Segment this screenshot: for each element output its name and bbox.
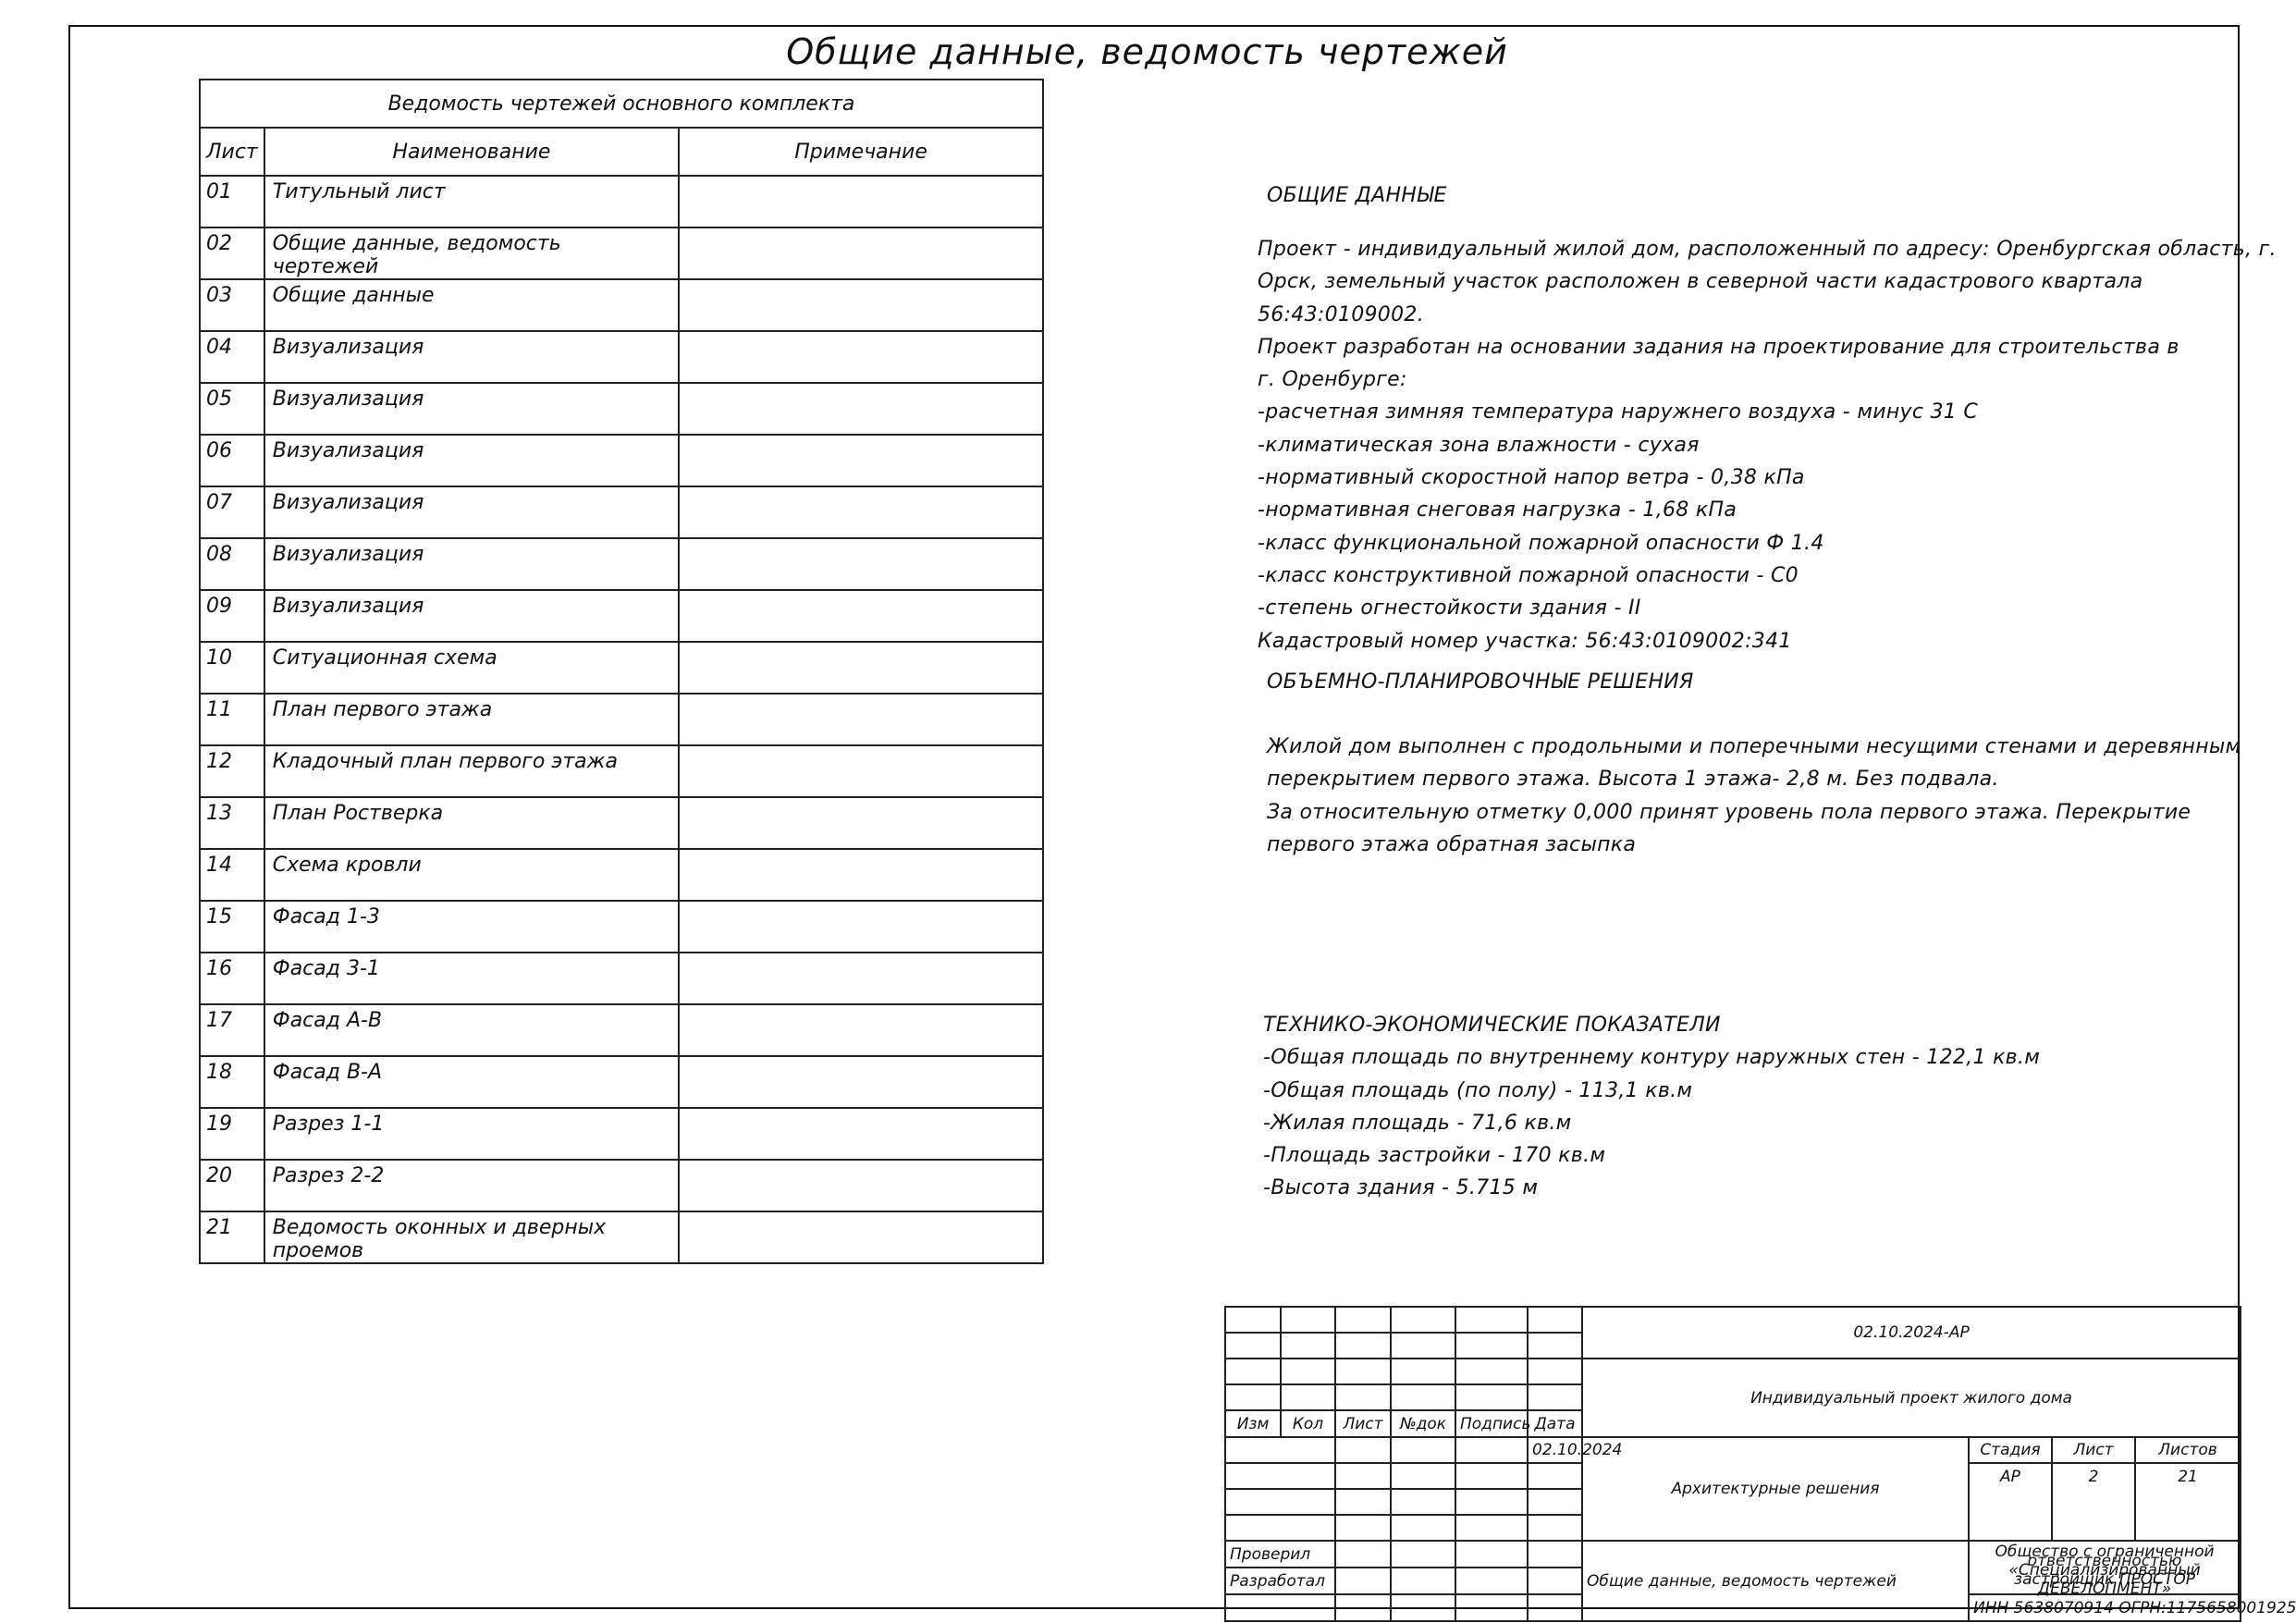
table-row [200, 745, 1043, 797]
doc-code: 02.10.2024-АР [1582, 1307, 2241, 1359]
organization-name: Общество с ограниченной ответственностью «Специализированный застройщик ПРОСТОР ДЕВЕЛОПМЕНТ» [1969, 1541, 2241, 1594]
table-row [200, 953, 1043, 1004]
table-row [200, 1108, 1043, 1160]
general-data-line: -нормативный скоростной напор ветра - 0,38 кПа [1258, 466, 1805, 490]
sheet-name-cell: Визуализация [264, 538, 679, 590]
general-data-line: -расчетная зимняя температура наружнего воздуха - минус 31 С [1258, 400, 1979, 424]
note-cell [679, 435, 1043, 486]
drawings-list-table [199, 79, 1044, 1264]
sheet-number: 11 [200, 694, 264, 745]
sheet-number: 14 [200, 849, 264, 901]
sheet-number: 07 [200, 486, 264, 538]
sheet-number: 17 [200, 1004, 264, 1056]
sheet-name: Общие данные, ведомость чертежей [1582, 1541, 1969, 1621]
general-data-line: Проект разработан на основании задания на проектирование для строительства в [1258, 335, 2179, 359]
note-cell [679, 1056, 1043, 1108]
indicators-line: -Высота здания - 5.715 м [1263, 1176, 1539, 1200]
developed-label: Разработал [1225, 1568, 1335, 1594]
note-cell [679, 486, 1043, 538]
sheet-number: 13 [200, 797, 264, 849]
sheet-name-cell: Фасад 1-3 [264, 901, 679, 953]
sheet-number: 21 [200, 1211, 264, 1263]
general-data-line: -нормативная снеговая нагрузка - 1,68 кПа [1258, 498, 1737, 523]
planning-line: За относительную отметку 0,000 принят уровень пола первого этажа. Перекрытие [1267, 800, 2192, 824]
sheet-name-cell: План первого этажа [264, 694, 679, 745]
table-row [200, 901, 1043, 953]
col-header-kol: Кол [1281, 1410, 1335, 1437]
note-cell [679, 176, 1043, 227]
note-cell [679, 642, 1043, 694]
sheet-number: 18 [200, 1056, 264, 1108]
general-data-line: -степень огнестойкости здания - II [1258, 596, 1641, 621]
col-name-header: Наименование [264, 128, 679, 176]
table-row [200, 435, 1043, 486]
planning-heading: ОБЪЕМНО-ПЛАНИРОВОЧНЫЕ РЕШЕНИЯ [1267, 670, 1694, 694]
note-cell [679, 694, 1043, 745]
sheet-number: 19 [200, 1108, 264, 1160]
indicators-line: -Площадь застройки - 170 кв.м [1263, 1144, 1606, 1168]
note-cell [679, 849, 1043, 901]
planning-line: Жилой дом выполнен с продольными и поперечными несущими стенами и деревянным [1267, 735, 2241, 758]
sheet-number: 05 [200, 383, 264, 435]
sheet-name-cell: Визуализация [264, 590, 679, 642]
general-data-line: г. Оренбурге: [1258, 368, 1407, 392]
col-header-list: Лист [1335, 1410, 1391, 1437]
note-cell [679, 1004, 1043, 1056]
table-row [200, 227, 1043, 279]
sheet-name-cell: Ситуационная схема [264, 642, 679, 694]
table-row [200, 849, 1043, 901]
sheet-number: 15 [200, 901, 264, 953]
table-row [200, 1056, 1043, 1108]
note-cell [679, 590, 1043, 642]
sheet-number: 09 [200, 590, 264, 642]
note-cell [679, 1211, 1043, 1263]
general-data-line: Проект - индивидуальный жилой дом, расположенный по адресу: Оренбургская область, г. [1258, 238, 2277, 261]
table-row [200, 486, 1043, 538]
sheets-label: Листов [2135, 1437, 2241, 1463]
note-cell [679, 745, 1043, 797]
sheet-name-cell: Схема кровли [264, 849, 679, 901]
table-row [200, 797, 1043, 849]
general-data-line: -класс функциональной пожарной опасности Ф 1.4 [1258, 531, 1824, 555]
sheet-number: 06 [200, 435, 264, 486]
general-data-line: -климатическая зона влажности - сухая [1258, 433, 1700, 457]
checked-label: Проверил [1225, 1541, 1335, 1568]
table-row [200, 176, 1043, 227]
sheet-name-cell: Визуализация [264, 383, 679, 435]
sheet-name-cell: Кладочный план первого этажа [264, 745, 679, 797]
sheet-number: 02 [200, 227, 264, 279]
note-cell [679, 383, 1043, 435]
indicators-section [1263, 1009, 2040, 1205]
sheet-name-cell: Визуализация [264, 331, 679, 383]
sheet-title: Общие данные, ведомость чертежей [786, 31, 1508, 72]
note-cell [679, 279, 1043, 331]
table-row [200, 1211, 1043, 1263]
sheet-number: 20 [200, 1160, 264, 1211]
inn-ogrn: ИНН 5638070914 ОГРН:1175658001925 [1969, 1594, 2241, 1621]
table-row [200, 694, 1043, 745]
general-data-section [1267, 179, 1447, 212]
sheet-number: 08 [200, 538, 264, 590]
date-value: 02.10.2024 [1528, 1437, 1582, 1463]
sheet-number: 01 [200, 176, 264, 227]
table-row [200, 590, 1043, 642]
sheet-name-cell: Визуализация [264, 486, 679, 538]
note-cell [679, 901, 1043, 953]
note-cell [679, 953, 1043, 1004]
sheet-name-cell: Фасад В-А [264, 1056, 679, 1108]
sheet-name-cell: Общие данные [264, 279, 679, 331]
sheet-name-cell: Титульный лист [264, 176, 679, 227]
col-note-header: Примечание [679, 128, 1043, 176]
note-cell [679, 538, 1043, 590]
indicators-line: -Общая площадь (по полу) - 113,1 кв.м [1263, 1078, 1693, 1102]
table-row [200, 642, 1043, 694]
general-data-text [1258, 233, 2277, 658]
sheet-name-cell: Ведомость оконных и дверных проемов [264, 1211, 679, 1263]
general-data-line: Орск, земельный участок расположен в северной части кадастрового квартала [1258, 270, 2143, 294]
sheet-name-cell: Визуализация [264, 435, 679, 486]
general-data-heading: ОБЩИЕ ДАННЫЕ [1267, 184, 1447, 207]
col-header-doc: №док [1391, 1410, 1455, 1437]
note-cell [679, 1108, 1043, 1160]
sheet-name-cell: Разрез 1-1 [264, 1108, 679, 1160]
sheet-number: 04 [200, 331, 264, 383]
table-row [200, 1160, 1043, 1211]
col-header-sign: Подпись [1455, 1410, 1528, 1437]
general-data-line: 56:43:0109002. [1258, 302, 1424, 326]
indicators-line: -Жилая площадь - 71,6 кв.м [1263, 1111, 1572, 1135]
sheet-name-cell: Общие данные, ведомость чертежей [264, 227, 679, 279]
project-name: Индивидуальный проект жилого дома [1582, 1359, 2241, 1437]
section-name: Архитектурные решения [1582, 1437, 1969, 1541]
note-cell [679, 331, 1043, 383]
sheet-label: Лист [2052, 1437, 2135, 1463]
drawings-list-caption: Ведомость чертежей основного комплекта [200, 80, 1043, 128]
stage-label: Стадия [1969, 1437, 2052, 1463]
title-block [1224, 1306, 2296, 1622]
note-cell [679, 1160, 1043, 1211]
table-row [200, 331, 1043, 383]
planning-line: перекрытием первого этажа. Высота 1 этажа- 2,8 м. Без подвала. [1267, 768, 1999, 792]
sheet-value: 2 [2052, 1463, 2135, 1541]
general-data-line: -класс конструктивной пожарной опасности - С0 [1258, 563, 1799, 587]
sheet-number: 12 [200, 745, 264, 797]
table-row [200, 383, 1043, 435]
col-header-izm: Изм [1225, 1410, 1281, 1437]
sheet-name-cell: Фасад А-В [264, 1004, 679, 1056]
table-row [200, 279, 1043, 331]
indicators-heading: ТЕХНИКО-ЭКОНОМИЧЕСКИЕ ПОКАЗАТЕЛИ [1263, 1014, 1721, 1037]
note-cell [679, 797, 1043, 849]
sheet-number: 03 [200, 279, 264, 331]
col-sheet-header: Лист [200, 128, 264, 176]
planning-line: первого этажа обратная засыпка [1267, 832, 1637, 856]
note-cell [679, 227, 1043, 279]
table-row [200, 1004, 1043, 1056]
stage-value: АР [1969, 1463, 2052, 1541]
sheet-number: 16 [200, 953, 264, 1004]
sheet-name-cell: Разрез 2-2 [264, 1160, 679, 1211]
general-data-line: Кадастровый номер участка: 56:43:0109002:341 [1258, 629, 1792, 653]
table-row [200, 538, 1043, 590]
planning-text [1267, 731, 2241, 861]
sheets-value: 21 [2135, 1463, 2241, 1541]
indicators-line: -Общая площадь по внутреннему контуру наружных стен - 122,1 кв.м [1263, 1046, 2041, 1070]
sheet-name-cell: План Ростверка [264, 797, 679, 849]
planning-section [1267, 666, 1694, 698]
col-header-date: Дата [1528, 1410, 1582, 1437]
sheet-number: 10 [200, 642, 264, 694]
sheet-name-cell: Фасад 3-1 [264, 953, 679, 1004]
